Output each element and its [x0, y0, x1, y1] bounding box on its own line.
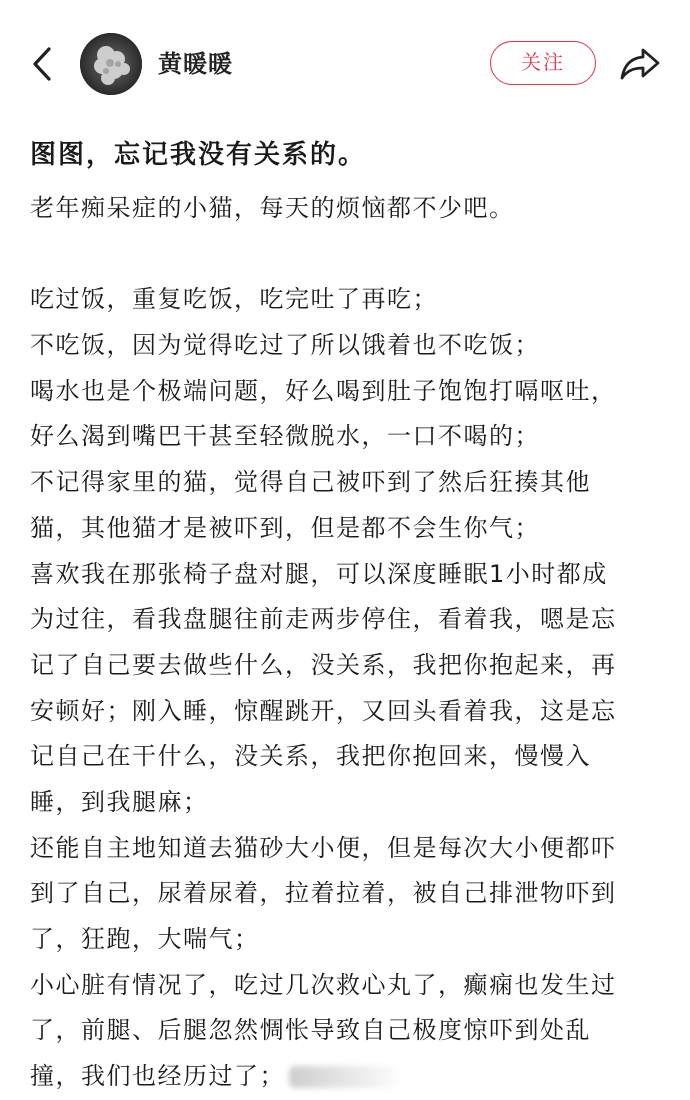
post-line: 到了自己，尿着尿着，拉着拉着，被自己排泄物吓到 [30, 879, 617, 908]
post-line: 小心脏有情况了，吃过几次救心丸了，癫痫也发生过 [30, 970, 617, 999]
post-line: 了，前腿、后腿忽然惆怅导致自己极度惊吓到处乱 [30, 1016, 591, 1045]
post-line: 老年痴呆症的小猫，每天的烦恼都不少吧。 [30, 194, 515, 222]
avatar[interactable] [80, 33, 142, 95]
post-line: 还能自主地知道去猫砂大小便，但是每次大小便都吓 [30, 833, 617, 862]
post-line: 不记得家里的猫，觉得自己被吓到了然后狂揍其他 [30, 468, 591, 497]
post-line: 了，狂跑，大喘气； [30, 925, 260, 953]
post-header [0, 0, 690, 128]
post-body [30, 186, 662, 1100]
post-line: 为过往，看我盘腿往前走两步停住，看着我，嗯是忘 [30, 605, 617, 634]
post-title: 图图，忘记我没有关系的。 [30, 140, 367, 170]
post-line: 不吃饭，因为觉得吃过了所以饿着也不吃饭； [30, 331, 540, 360]
avatar-flower-image [80, 33, 142, 95]
post-last-line [30, 1054, 662, 1100]
post-line: 安顿好；刚入睡，惊醒跳开，又回头看着我，这是忘 [30, 696, 617, 725]
share-arrow-icon [619, 46, 661, 82]
username[interactable]: 黄暖暖 [158, 50, 233, 78]
back-button[interactable] [22, 40, 62, 88]
post-line: 吃过饭，重复吃饭，吃完吐了再吃； [30, 285, 438, 314]
post-line: 猫，其他猫才是被吓到，但是都不会生你气； [30, 513, 540, 542]
share-button[interactable] [616, 42, 664, 86]
post-blank-line [30, 232, 662, 278]
follow-button[interactable]: 关注 [490, 41, 596, 85]
post-line: 记自己在干什么，没关系，我把你抱回来，慢慢入 [30, 742, 591, 771]
post-line: 喝水也是个极端问题，好么喝到肚子饱饱打嗝呕吐， [30, 376, 617, 405]
post-line: 记了自己要去做些什么，没关系，我把你抱起来，再 [30, 650, 617, 679]
post-line-text: 撞，我们也经历过了； [30, 1062, 285, 1091]
post-line: 喜欢我在那张椅子盘对腿，可以深度睡眠1小时都成 [30, 559, 608, 588]
chevron-left-icon [31, 46, 53, 82]
post-line: 好么渴到嘴巴干甚至轻微脱水，一口不喝的； [30, 422, 540, 451]
post-line: 睡，到我腿麻； [30, 787, 209, 816]
blurred-text-overlay [289, 1066, 399, 1088]
